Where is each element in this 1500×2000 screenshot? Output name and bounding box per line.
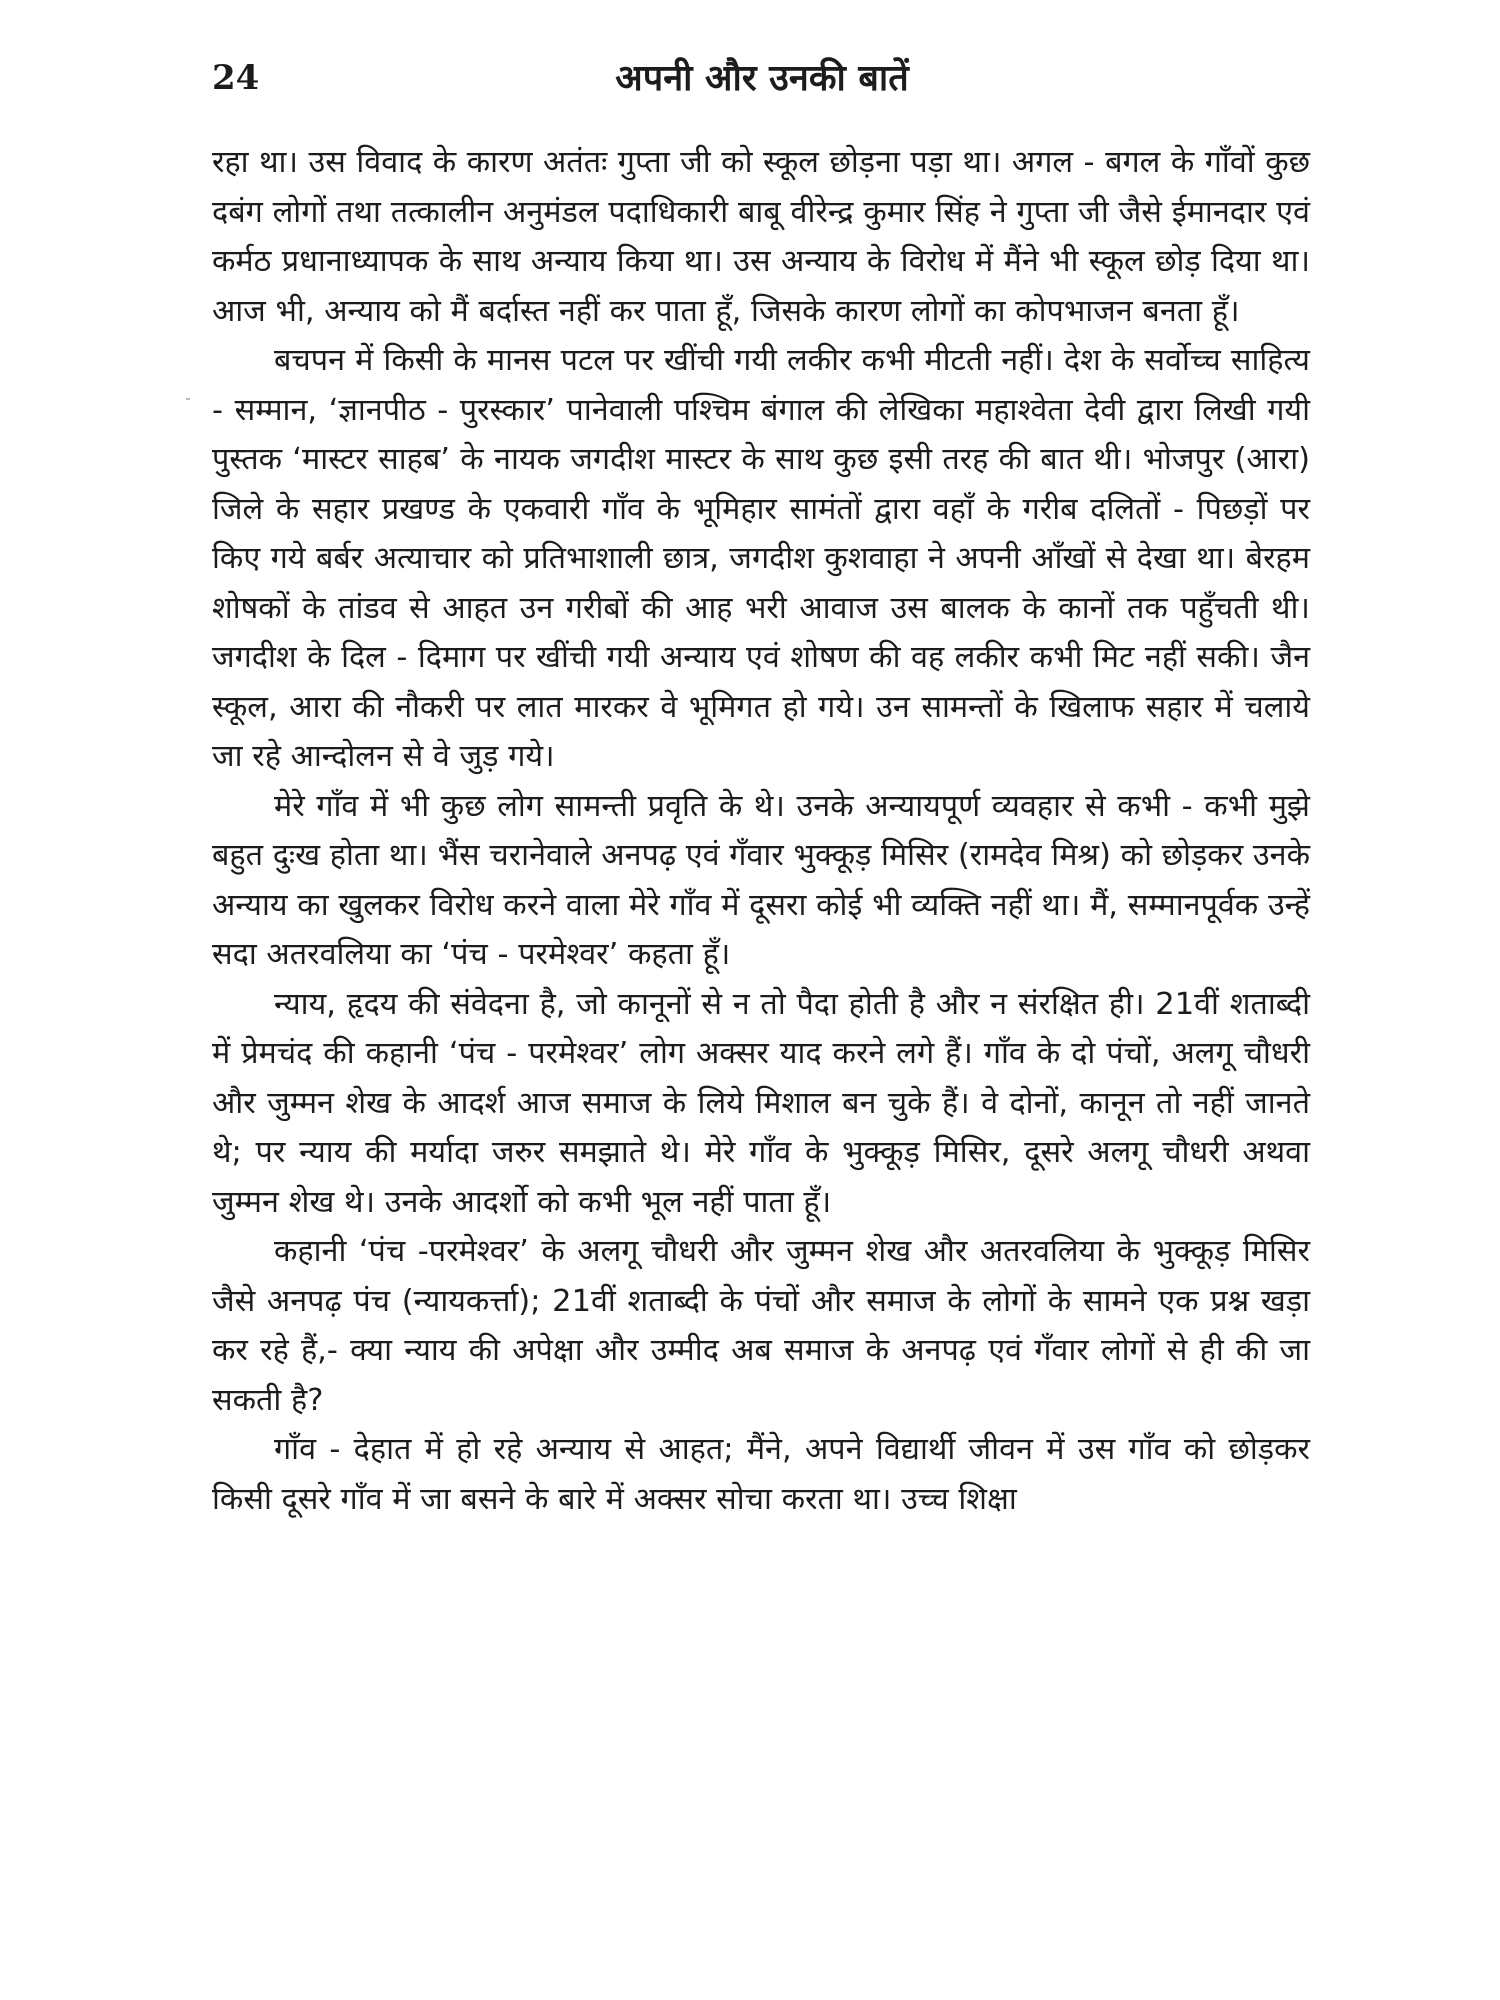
paragraph-5: कहानी ‘पंच -परमेश्वर’ के अलगू चौधरी और जुम्मन शेख और अतरवलिया के भुक्कूड़ मिसिर जैसे अनपढ़ पंच (न्यायकर्त्ता); 21वीं शताब्दी के पंचों और समाज के लोगों के सामने एक प्रश्न खड़ा कर रहे हैं,- क्या न्याय की अपेक्षा और उम्मीद अब समाज के अनपढ़ एवं गँवार लोगों से ही की जा सकती है? (212, 1234, 1310, 1418)
body-text (212, 138, 1310, 1524)
running-title: अपनी और उनकी बातें (615, 58, 909, 99)
paragraph-2: बचपन में किसी के मानस पटल पर खींची गयी लकीर कभी मीटती नहीं। देश के सर्वोच्च साहित्य - सम्मान, ‘ज्ञानपीठ - पुरस्कार’ पानेवाली पश्चिम बंगाल की लेखिका महाश्वेता देवी द्वारा लिखी गयी पुस्तक ‘मास्टर साहब’ के नायक जगदीश मास्टर के साथ कुछ इसी तरह की बात थी। भोजपुर (आरा) जिले के सहार प्रखण्ड के एकवारी गाँव के भूमिहार सामंतों द्वारा वहाँ के गरीब दलितों - पिछड़ों पर किए गये बर्बर अत्याचार को प्रतिभाशाली छात्र, जगदीश कुशवाहा ने अपनी आँखों से देखा था। बेरहम शोषकों के तांडव से आहत उन गरीबों की आह भरी आवाज उस बालक के कानों तक पहुँचती थी। जगदीश के दिल - दिमाग पर खींची गयी अन्याय एवं शोषण की वह लकीर कभी मिट नहीं सकी। जैन स्कूल, आरा की नौकरी पर लात मारकर वे भूमिगत हो गये। उन सामन्तों के खिलाफ सहार में चलाये जा रहे आन्दोलन से वे जुड़ गये। (212, 343, 1310, 774)
paragraph-3: मेरे गाँव में भी कुछ लोग सामन्ती प्रवृति के थे। उनके अन्यायपूर्ण व्यवहार से कभी - कभी मुझे बहुत दुःख होता था। भैंस चरानेवाले अनपढ़ एवं गँवार भुक्कूड़ मिसिर (रामदेव मिश्र) को छोड़कर उनके अन्याय का खुलकर विरोध करने वाला मेरे गाँव में दूसरा कोई भी व्यक्ति नहीं था। मैं, सम्मानपूर्वक उन्हें सदा अतरवलिया का ‘पंच - परमेश्वर’ कहता हूँ। (212, 788, 1310, 972)
page-number: 24 (212, 58, 260, 98)
page-header (212, 52, 1312, 112)
stray-mark (186, 398, 190, 400)
paragraph-4: न्याय, हृदय की संवेदना है, जो कानूनों से न तो पैदा होती है और न संरक्षित ही। 21वीं शताब्दी में प्रेमचंद की कहानी ‘पंच - परमेश्वर’ लोग अक्सर याद करने लगे हैं। गाँव के दो पंचों, अलगू चौधरी और जुम्मन शेख के आदर्श आज समाज के लिये मिशाल बन चुके हैं। वे दोनों, कानून तो नहीं जानते थे; पर न्याय की मर्यादा जरुर समझाते थे। मेरे गाँव के भुक्कूड़ मिसिर, दूसरे अलगू चौधरी अथवा जुम्मन शेख थे। उनके आदर्शो को कभी भूल नहीं पाता हूँ। (212, 986, 1310, 1220)
paragraph-1: रहा था। उस विवाद के कारण अतंतः गुप्ता जी को स्कूल छोड़ना पड़ा था। अगल - बगल के गाँवों कुछ दबंग लोगों तथा तत्कालीन अनुमंडल पदाधिकारी बाबू वीरेन्द्र कुमार सिंह ने गुप्ता जी जैसे ईमानदार एवं कर्मठ प्रधानाध्यापक के साथ अन्याय किया था। उस अन्याय के विरोध में मैंने भी स्कूल छोड़ दिया था। आज भी, अन्याय को मैं बर्दास्त नहीं कर पाता हूँ, जिसके कारण लोगों का कोपभाजन बनता हूँ। (212, 145, 1310, 329)
paragraph-6: गाँव - देहात में हो रहे अन्याय से आहत; मैंने, अपने विद्यार्थी जीवन में उस गाँव को छोड़कर किसी दूसरे गाँव में जा बसने के बारे में अक्सर सोचा करता था। उच्च शिक्षा (212, 1432, 1310, 1517)
